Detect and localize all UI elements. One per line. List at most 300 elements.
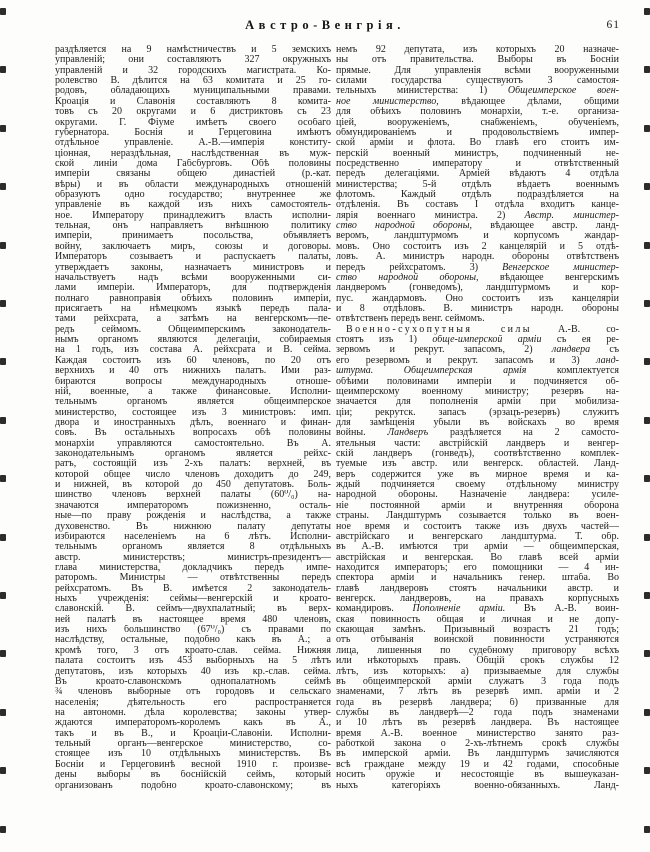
text-line [336, 760, 619, 770]
text-line [55, 646, 331, 656]
scan-edge-mark [0, 417, 6, 424]
text-line [336, 294, 619, 304]
text-line [55, 335, 331, 345]
text-run: такъ и въ В., и Кроаціи-Славоніи. Исполни- [55, 728, 331, 739]
text-line [55, 397, 331, 407]
text-run: въ общеимперской арміи служатъ 3 года подъ [336, 676, 619, 687]
text-run: ны отъ правительства. Выборы въ Босніи [336, 55, 619, 66]
text-run: нымъ органомъ являются делегаціи, собираемыя [55, 335, 331, 346]
text-line [55, 635, 331, 645]
text-run: спектора арміи и начальникъ генер. штаба. Во [336, 573, 619, 584]
text-run: веромъ, ландштурмомъ и корпусомъ жандар- [336, 231, 619, 242]
text-line [336, 180, 619, 190]
text-line [336, 501, 619, 511]
text-line [336, 749, 619, 759]
text-run: ратъ, состоящій изъ 2-хъ палатъ: верхней, въ [55, 459, 331, 470]
text-line [336, 149, 619, 159]
text-line [55, 366, 331, 376]
text-run: изъ нихъ большинство (67⁰/₀) съ правами по [55, 625, 331, 636]
italic-text-run: штурма. Общеимперская армія [336, 366, 527, 377]
text-run: ской линіи дома Габсбурговъ. Обѣ половины [55, 158, 331, 169]
running-head [0, 18, 650, 34]
text-run: глава министерства, докладчикъ передъ импе- [55, 562, 331, 573]
text-line [55, 221, 331, 231]
text-line [336, 242, 619, 252]
text-line [336, 667, 619, 677]
text-line [55, 252, 331, 262]
text-run: управленіе въ каждой изъ нихъ самостоятель- [55, 200, 331, 211]
text-run: рейхсратомъ. Въ В. имѣется 2 законодатель- [55, 583, 331, 594]
text-line [336, 511, 619, 521]
text-line [55, 532, 331, 542]
text-run: знаменами, 7 лѣтъ въ резервѣ имп. арміи и 2 [336, 687, 619, 698]
text-run: ціи; рекрутск. запасъ (эрзацъ-резервъ) служитъ [336, 407, 619, 418]
text-run: имперіи, принимаетъ посольства, объявляетъ [55, 231, 331, 242]
text-run: наслѣдству, остальные, подобно какъ въ А.; а [55, 635, 331, 646]
text-run: мовъ. Оно состоитъ изъ 2 канцелярій и 5 отдѣ- [336, 241, 619, 252]
text-run: раздѣляется на 9 намѣстничествъ и 5 земскихъ [55, 45, 331, 55]
text-line [55, 781, 331, 791]
text-line [336, 366, 619, 376]
scan-edge-mark [644, 125, 650, 132]
scan-edge-mark [0, 183, 6, 190]
text-run: обѣими половинами имперіи и подчиняется об- [336, 376, 619, 387]
text-run: ской арміи и флота. Во главѣ его стоитъ им- [336, 138, 619, 149]
text-line [55, 231, 331, 241]
italic-text-run: ство народной обороны, [336, 221, 473, 232]
text-line [336, 66, 619, 76]
text-line [336, 490, 619, 500]
text-run: ціонная, нераздѣльная, наслѣдственная въ муж- [55, 148, 331, 159]
text-run: министерство, состоящее изъ 3 министровъ: имп. [55, 407, 331, 418]
text-run: палата состоитъ изъ 453 выборныхъ на 5 лѣтъ [55, 656, 331, 667]
text-run: утверждаетъ законы, назначаетъ министровъ и [55, 262, 331, 273]
scan-edge-mark [0, 475, 6, 482]
text-run: съ [590, 345, 619, 356]
italic-text-run: Венгерское министер- [502, 262, 619, 273]
text-run: его резервомъ и рекрут. запасомъ и 3) [336, 355, 597, 366]
text-run: губернатора. Боснія и Герцеговина имѣютъ [55, 127, 331, 138]
scan-edge-mark [644, 650, 650, 657]
text-run: полнаго равноправія обѣихъ половинъ имперіи, [55, 293, 331, 304]
text-line [336, 159, 619, 169]
text-run: Императоръ созываетъ и распускаетъ палаты, [55, 252, 331, 263]
text-run: значается для пополненія арміи при мобилиза- [336, 397, 619, 408]
text-run: посредственно императору и отвѣтственный [336, 158, 619, 169]
scan-edge-mark [0, 300, 6, 307]
text-line [336, 86, 619, 96]
text-run: вѣдающее дѣлами, общими [438, 96, 619, 107]
text-run: двора и иностранныхъ дѣлъ, военнаго и финан- [55, 417, 331, 428]
text-line [336, 304, 619, 314]
text-line [55, 480, 331, 490]
text-line [55, 470, 331, 480]
text-line [55, 656, 331, 666]
scan-edge-mark [0, 826, 6, 833]
text-run: ціей, вооруженіемъ, снабженіемъ, обученіемъ, [336, 117, 619, 128]
text-run: ская повинность общая и личная и не допу- [336, 614, 619, 625]
text-line [55, 180, 331, 190]
text-run: отвѣтственъ передъ венг. сеймомъ. [336, 314, 485, 325]
scan-edge-mark [0, 125, 6, 132]
text-run: имперіи связаны общею династіей (р.-кат. [55, 169, 331, 180]
text-run: Въ кроато-славонскомъ однопалатномъ сеймѣ [55, 676, 331, 687]
text-run: ніе постоянной арміи и внутренняя оборона [336, 500, 619, 511]
text-line [336, 76, 619, 86]
text-line [336, 781, 619, 791]
text-line [55, 770, 331, 780]
text-line [55, 584, 331, 594]
text-run: ловъ. А. министръ народн. обороны отвѣтственъ [336, 252, 619, 263]
text-line [55, 449, 331, 459]
text-run: страны. Ландштурмъ созывается только въ воен- [336, 511, 619, 522]
scan-edge-mark [644, 242, 650, 249]
text-line [55, 594, 331, 604]
text-line [336, 594, 619, 604]
text-run: монархіи управляются самостоятельно. Въ А. [55, 438, 331, 449]
scan-edge-mark [644, 592, 650, 599]
text-run: на автономн. дѣла королевства; законы утвер- [55, 708, 331, 718]
text-line [55, 459, 331, 469]
text-run: находится императоръ; его помощники — 4 ин- [336, 562, 619, 573]
text-column-right [336, 45, 619, 791]
italic-text-run: Ландверъ [387, 428, 429, 439]
text-line [55, 345, 331, 355]
italic-text-run: ство народной обороны, [336, 272, 479, 283]
text-line [336, 138, 619, 148]
text-run: веръ содержится уже въ мирное время и ка- [336, 469, 619, 480]
text-run: передъ рейхсратомъ. 3) [336, 262, 503, 273]
text-run: Кроація и Славонія составляютъ 8 комита- [55, 96, 331, 107]
text-run: образуютъ одно государство; внутреннее же [55, 190, 331, 201]
text-column-left [55, 45, 331, 791]
text-run: отдѣленія. Въ составъ I отдѣла входитъ канце- [336, 200, 619, 211]
scan-edge-mark [0, 242, 6, 249]
text-run: скій ландверъ (гонведъ), соотвѣтственно комплек- [336, 449, 619, 460]
text-run: всѣ граждане между 19 и 42 годами, способные [336, 759, 619, 770]
text-line [336, 563, 619, 573]
text-run: пус. жандармовъ. Оно состоитъ изъ канцеляріи [336, 293, 619, 304]
text-run: родовъ, обладающихъ муниципальными правами. [55, 86, 331, 97]
text-line [55, 159, 331, 169]
text-run: ныхъ учрежденія: сеймы—венгерскій и кроато- [55, 594, 331, 605]
text-run: народной обороны. Назначеніе ландвера: усиле- [336, 490, 619, 501]
text-run: или нѣкоторыхъ правъ. Общій срокъ службы 12 [336, 656, 619, 667]
text-run: присягаетъ на нѣмецкомъ языкѣ передъ пала- [55, 303, 331, 314]
page-number: 61 [606, 19, 620, 31]
text-run: съ ея ре- [541, 335, 619, 346]
text-line [55, 200, 331, 210]
text-line [55, 739, 331, 749]
text-line [336, 687, 619, 697]
text-line [55, 118, 331, 128]
text-run: скающая замѣнъ. Призывный возрастъ 21 годъ; [336, 625, 619, 636]
text-line [55, 522, 331, 532]
text-run: ное. Императору принадлежитъ власть исполни- [55, 210, 331, 221]
text-line [336, 635, 619, 645]
text-line [55, 97, 331, 107]
italic-text-run: Общеимперское воен- [507, 86, 619, 97]
text-run: законодательнымъ органомъ является рейхс- [55, 449, 331, 460]
text-line [55, 573, 331, 583]
scan-edge-mark [644, 417, 650, 424]
text-run: ные—по праву рожденія и наслѣдства, а также [55, 511, 331, 522]
text-line [336, 573, 619, 583]
text-run: комплектуется [526, 366, 619, 377]
text-run: организованъ подобно кроато-славонскому; въ [55, 780, 331, 791]
text-line [336, 532, 619, 542]
text-run: редъ сеймомъ. Общеимперскимъ законодатель- [55, 324, 331, 335]
text-run: ній, военные, а также финансовые. Исполни- [55, 386, 331, 397]
text-line [55, 169, 331, 179]
text-line [336, 283, 619, 293]
scan-edge-mark [644, 183, 650, 190]
text-run: немъ 92 депутата, изъ которыхъ 20 назначе- [336, 45, 619, 55]
text-run: начальствуетъ надъ всѣми вооруженными си- [55, 272, 331, 283]
text-line [55, 418, 331, 428]
text-run: депутатовъ, изъ которыхъ 40 изъ кр.-слав. сейма. [55, 666, 331, 677]
text-line [336, 387, 619, 397]
text-line [55, 149, 331, 159]
text-run: тельнымъ органомъ является общеимперское [55, 397, 331, 408]
text-line [55, 729, 331, 739]
text-line [336, 408, 619, 418]
scan-edge-mark [644, 709, 650, 716]
text-run: войны. [336, 428, 388, 439]
text-line [336, 770, 619, 780]
text-line [55, 325, 331, 335]
text-line [55, 511, 331, 521]
scan-edge-mark [0, 709, 6, 716]
text-line [336, 625, 619, 635]
scan-edge-mark [644, 534, 650, 541]
text-line [336, 522, 619, 532]
text-run: которой общее число членовъ доходитъ до 249, [55, 469, 331, 480]
text-run: тельныхъ министерства: 1) [336, 86, 508, 97]
text-line [336, 542, 619, 552]
text-line [336, 45, 619, 55]
scan-edge-mark [644, 358, 650, 365]
text-line [55, 66, 331, 76]
text-run: туемые изъ австр. или венгерск. областей. Ланд- [336, 459, 619, 470]
text-line [336, 428, 619, 438]
text-run: вѣры) и въ области международныхъ отношеній [55, 179, 331, 190]
text-line [336, 118, 619, 128]
text-run: главѣ ландверовъ стоятъ начальники австр. и [336, 583, 619, 594]
text-run: шинство членовъ верхней палаты (60⁰/₀) на- [55, 490, 331, 501]
text-line [55, 625, 331, 635]
text-run: и нижней, въ которой до 450 депутатовъ. Боль- [55, 480, 331, 491]
text-line [55, 304, 331, 314]
text-line [336, 729, 619, 739]
text-run: венгерск. ландверовъ, на правахъ корпусныхъ [336, 594, 619, 605]
scan-edge-mark [0, 592, 6, 599]
text-line [336, 169, 619, 179]
text-line [55, 439, 331, 449]
text-run: тами рейхсрата, а затѣмъ на венгерскомъ—пе- [55, 314, 331, 325]
text-run: вѣдающее австр. ланд- [472, 221, 619, 232]
text-run: для замѣщенія убыли въ войскахъ во время [336, 417, 619, 428]
text-line [55, 211, 331, 221]
text-line [55, 128, 331, 138]
text-line [55, 55, 331, 65]
text-line [336, 677, 619, 687]
text-run: въ А.-В. имѣются три арміи — общеимперская, [336, 542, 619, 553]
text-line [336, 708, 619, 718]
text-line [55, 687, 331, 697]
text-line [336, 190, 619, 200]
text-line [336, 397, 619, 407]
scan-edge-mark [0, 358, 6, 365]
scan-edge-mark [0, 650, 6, 657]
text-line [55, 563, 331, 573]
italic-text-run: ланд- [596, 355, 619, 366]
text-line [55, 45, 331, 55]
text-run: отдѣльное управленіе. А.-В.—имперія конститу- [55, 138, 331, 149]
text-line [55, 273, 331, 283]
text-line [55, 263, 331, 273]
text-line [55, 760, 331, 770]
text-line [336, 377, 619, 387]
text-run: управленій; они составляютъ 327 окружныхъ [55, 55, 331, 66]
text-line [336, 553, 619, 563]
italic-text-run: ландвера [551, 345, 591, 356]
spaced-text-run: Военно-сухопутныя силы [346, 324, 532, 335]
text-run: командировъ. [336, 604, 413, 615]
text-line [55, 107, 331, 117]
text-run: ней палатѣ въ настоящее время 480 членовъ, [55, 614, 331, 625]
text-line [55, 356, 331, 366]
text-line [55, 387, 331, 397]
text-line [55, 698, 331, 708]
text-run: стоятъ изъ 1) [336, 335, 433, 346]
text-line [336, 698, 619, 708]
text-run: года въ резервѣ ландвера; б) призванные для [336, 697, 619, 708]
text-run: работкой закона о 2-хъ-лѣтнемъ срокѣ службы [336, 739, 619, 750]
text-run: кромѣ того, 3 отъ кроато-слав. сейма. Нижняя [55, 645, 331, 656]
text-line [55, 749, 331, 759]
text-line [336, 449, 619, 459]
text-run: отъ отбыванія воинской повинности устраняются [336, 635, 619, 646]
text-run: время А.-В. военное министерство занято раз- [336, 728, 619, 739]
text-run: Въ А.-В. воин- [505, 604, 619, 615]
text-run: войну, заключаетъ миръ, союзы и договоры. [55, 241, 331, 252]
text-run: лами имперіи. Императоръ, для подтвержденія [55, 283, 331, 294]
text-line [55, 138, 331, 148]
text-run: значаются императоромъ пожизненно, осталь- [55, 500, 331, 511]
text-line [55, 242, 331, 252]
italic-text-run: Австр. министер- [524, 210, 619, 221]
text-run: щеимперскому военному министру; резервъ на- [336, 386, 619, 397]
text-line [55, 190, 331, 200]
text-line [336, 345, 619, 355]
text-run: совъ. Въ остальныхъ вопросахъ обѣ половины [55, 428, 331, 439]
text-line [55, 604, 331, 614]
text-line [55, 76, 331, 86]
text-run: населенія; дѣятельность его распространяется [55, 697, 331, 708]
text-run: Каждая состоитъ изъ 60 членовъ, по 20 отъ [55, 355, 331, 366]
text-line [336, 200, 619, 210]
text-run: носить оружіе и несостоящіе въ вышеуказан- [336, 770, 619, 781]
scan-edge-mark [644, 300, 650, 307]
text-run: избираются населеніемъ на 6 лѣтъ. Исполни- [55, 531, 331, 542]
text-run: ждаются императоромъ-королемъ какъ въ А., [55, 718, 331, 729]
text-run: зервомъ и рекрут. запасомъ, 2) [336, 345, 552, 356]
text-line [336, 739, 619, 749]
text-run: товъ съ 20 округами и 6 дистриктовъ съ 23 [55, 107, 331, 118]
text-line [336, 211, 619, 221]
text-line [336, 615, 619, 625]
text-line [55, 377, 331, 387]
text-run: силами государства существуютъ 3 самостоя- [336, 76, 619, 87]
page-title: Австро-Венгрія. [245, 18, 405, 32]
text-run: славонскій. В. сеймъ—двухпалатный; въ верх- [55, 604, 331, 615]
text-line [55, 294, 331, 304]
italic-text-run: ное министерство, [336, 96, 439, 107]
text-run: управленій и 32 городскихъ магистрата. Ко- [55, 65, 331, 76]
text-line [336, 314, 619, 324]
text-run: министерства; 5-й отдѣлъ вѣдаетъ военнымъ [336, 179, 619, 190]
text-run: лярія военнаго министра. 2) [336, 210, 525, 221]
text-run: А.-В. со- [531, 324, 619, 335]
text-line [55, 86, 331, 96]
text-line [336, 221, 619, 231]
text-run: раторомъ. Министры — отвѣтственны передъ [55, 573, 331, 584]
text-line [336, 335, 619, 345]
text-line [336, 107, 619, 117]
text-run: Босніи и Герцеговинѣ весной 1910 г. произве- [55, 759, 331, 770]
text-line [55, 667, 331, 677]
text-line [336, 480, 619, 490]
text-line [336, 325, 619, 335]
text-line [336, 718, 619, 728]
text-line [55, 283, 331, 293]
text-run: раздѣляется на 2 самосто- [428, 428, 619, 439]
text-run: ролевство В. дѣлится на 63 комитата и 25 го- [55, 76, 331, 87]
text-run: лѣтъ, изъ которыхъ: а) призываемые для службы [336, 666, 619, 677]
text-line [55, 718, 331, 728]
text-run: на 1 годъ, изъ состава А. рейхсрата и В. сейма. [55, 345, 331, 356]
text-line [336, 97, 619, 107]
text-run: тельная, онъ направляетъ внѣшнюю политику [55, 221, 331, 232]
text-run: округами. Г. Фіуме имѣетъ своего особаго [55, 117, 331, 128]
text-run: передъ делегаціями. Арміей вѣдаютъ 4 отдѣла [336, 169, 619, 180]
text-run: австр. министерствъ; министръ-президентъ— [55, 552, 331, 563]
text-run: стоящее изъ 10 отдѣльныхъ министерствъ. Въ [55, 749, 331, 760]
text-line [55, 501, 331, 511]
text-line [336, 656, 619, 666]
scan-edge-mark [644, 826, 650, 833]
scan-edge-mark [644, 475, 650, 482]
text-run: ятельныя части: австрійскій ландверъ и венгер- [336, 438, 619, 449]
text-line [336, 128, 619, 138]
text-line [55, 615, 331, 625]
text-line [336, 252, 619, 262]
text-line [55, 428, 331, 438]
text-run: ждый подчиняется своему отдѣльному министру [336, 480, 619, 491]
text-line [336, 231, 619, 241]
scan-edge-mark [0, 767, 6, 774]
scan-edge-mark [0, 534, 6, 541]
text-run: ¾ членовъ выборные отъ городовъ и сельскаго [55, 687, 331, 698]
text-run: ное время и состоитъ также изъ двухъ частей— [336, 521, 619, 532]
text-run: верхнихъ и 40 отъ нижнихъ палатъ. Ими раз- [55, 366, 331, 377]
text-run: духовенство. Въ нижнюю палату депутаты [55, 521, 331, 532]
text-line [336, 356, 619, 366]
text-run: австрійскаго и венгерскаго ландштурма. Т. обр. [336, 531, 619, 542]
text-line [336, 263, 619, 273]
text-run: тельнымъ органомъ является 8 отдѣльныхъ [55, 542, 331, 553]
